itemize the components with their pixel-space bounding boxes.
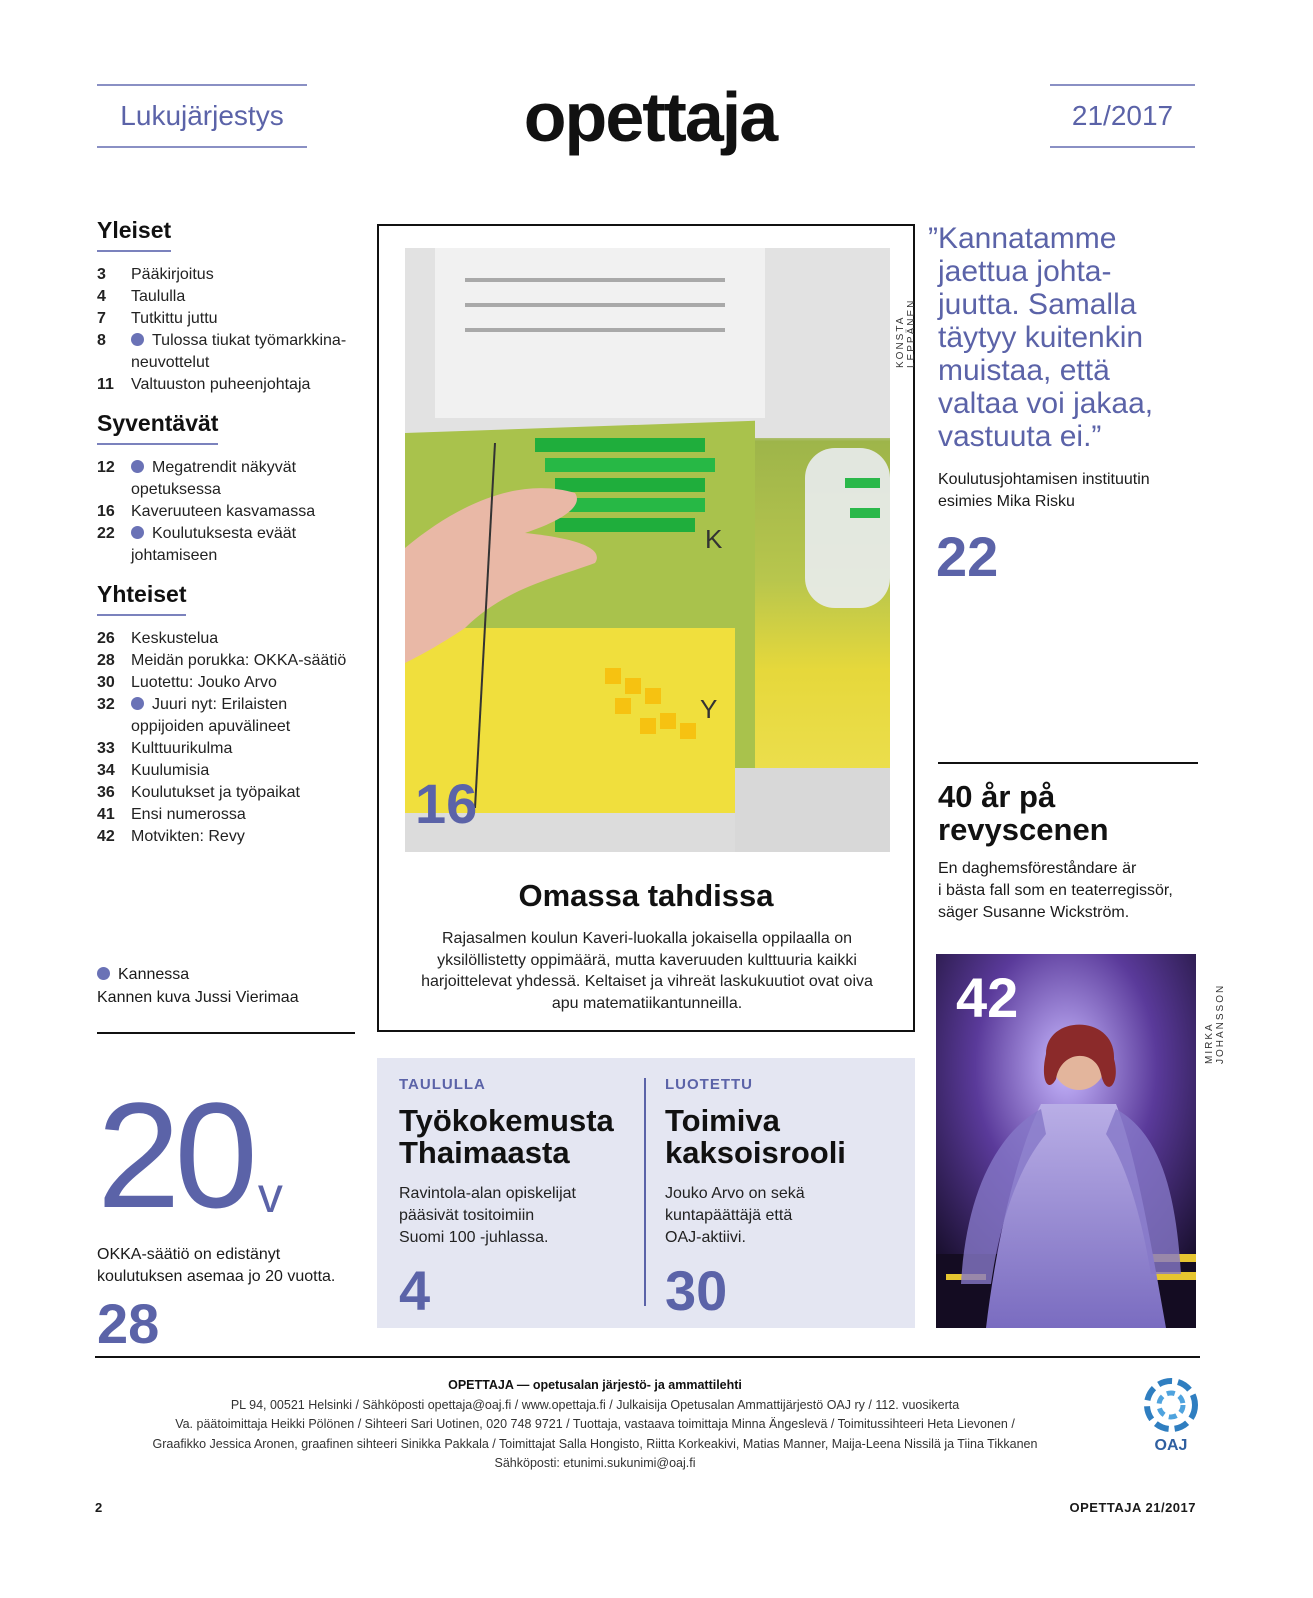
toc-page-number: 30 (97, 674, 115, 691)
revy-title-line: 40 år på (938, 779, 1056, 814)
toc-item[interactable] (97, 760, 362, 782)
toc-page-number: 3 (97, 266, 106, 283)
toc-item-text: Taululla (131, 288, 186, 305)
footer-divider (95, 1356, 1200, 1358)
toc-item-text: Tutkittu juttu (131, 310, 218, 327)
taululla-title-line: Thaimaasta (399, 1135, 570, 1170)
cover-note (97, 963, 362, 1009)
quote-attribution-line: Koulutusjohtamisen instituutin (938, 471, 1150, 488)
bullet-dot-icon (131, 460, 144, 473)
toc-item[interactable] (97, 457, 362, 501)
toc-item-text: Koulutukset ja työpaikat (131, 784, 300, 801)
toc-item-text: Pääkirjoitus (131, 266, 214, 283)
masthead-line: Va. päätoimittaja Heikki Pölönen / Sihteeri Sari Uotinen, 020 748 9721 / Tuottaja, vastaava toimittaja Minna Ängeslevä / Toimitussihteeri Heta Lievonen / (175, 1417, 1015, 1431)
toc-page-number: 42 (97, 828, 115, 845)
pull-quote-line: juutta. Samalla (938, 288, 1137, 321)
toc-item-label (131, 264, 214, 286)
toc-item-label (131, 501, 315, 523)
table-of-contents (97, 217, 362, 848)
luotettu-text-line: OAJ-aktiivi. (665, 1229, 746, 1246)
running-title: OPETTAJA 21/2017 (1069, 1500, 1196, 1515)
revy-photo-credit: MIRKA JOHANSSON (1204, 983, 1226, 1064)
taululla-kicker: TAULULLA (399, 1076, 486, 1093)
taululla-teaser[interactable] (399, 1076, 639, 1322)
toc-item-label (131, 738, 232, 760)
revy-title (938, 780, 1208, 846)
toc-list (97, 264, 362, 396)
revy-title-line: revyscenen (938, 812, 1109, 847)
toc-page-number: 33 (97, 740, 115, 757)
toc-list (97, 457, 362, 567)
toc-item-label (131, 457, 362, 501)
okka-page-number: 28 (97, 1292, 160, 1355)
bullet-dot-icon (97, 967, 110, 980)
toc-section (97, 410, 362, 567)
toc-item-label (131, 804, 246, 826)
feature-page-number: 16 (415, 772, 478, 835)
cover-photo-credit: Kannen kuva Jussi Vierimaa (97, 989, 299, 1006)
masthead-title: OPETTAJA — opetusalan järjestö- ja ammattilehti (448, 1378, 742, 1392)
pull-quote-line: jaettua johta- (938, 255, 1112, 288)
okka-teaser[interactable] (97, 1071, 362, 1355)
toc-section (97, 581, 362, 848)
taululla-text-line: pääsivät tositoimiin (399, 1207, 535, 1224)
revy-text-line: i bästa fall som en teaterregissör, (938, 882, 1173, 899)
bullet-dot-icon (131, 333, 144, 346)
taululla-page-number: 4 (399, 1259, 431, 1322)
toc-item-text: Kaveruuteen kasvamassa (131, 503, 316, 520)
toc-item-label (131, 286, 185, 308)
toc-page-number: 8 (97, 332, 106, 349)
svg-text:K: K (705, 524, 723, 554)
toc-item-label (131, 672, 277, 694)
toc-item-label (131, 523, 362, 567)
toc-page-number: 36 (97, 784, 115, 801)
masthead-line: PL 94, 00521 Helsinki / Sähköposti opettaja@oaj.fi / www.opettaja.fi / Julkaisija Opetusalan Ammattijärjestö OAJ ry / 112. vuosikerta (230, 1397, 960, 1412)
masthead-line: Sähköposti: etunimi.sukunimi@oaj.fi (494, 1456, 696, 1470)
toc-item[interactable] (97, 694, 362, 738)
toc-item-label (131, 826, 245, 848)
toc-item-label (131, 650, 346, 672)
okka-big-number: 20 (97, 1071, 252, 1239)
luotettu-teaser[interactable] (665, 1076, 905, 1322)
quote-page-number: 22 (936, 525, 999, 588)
toc-list (97, 628, 362, 848)
feature-photo (405, 248, 890, 852)
toc-page-number: 12 (97, 459, 115, 476)
toc-item-label (131, 374, 310, 396)
svg-text:Y: Y (700, 694, 718, 724)
quote-teaser[interactable] (928, 222, 1208, 588)
quote-attribution-line: esimies Mika Risku (938, 493, 1075, 510)
toc-item[interactable] (97, 782, 362, 804)
okka-unit: v (257, 1167, 283, 1223)
toc-item-text: Kulttuurikulma (131, 740, 233, 757)
toc-item[interactable] (97, 286, 362, 308)
toc-section-title: Yleiset (97, 217, 171, 252)
feature-text: Rajasalmen koulun Kaveri-luokalla jokaisella oppilaalla on yksilöllistetty oppimäärä, mutta kaveruuden kulttuuria kaikki harjoittelevat yhdessä. Keltaiset ja vihreät laskukuutiot ovat oiva apu matematiikantunneilla. (421, 930, 873, 1012)
toc-item-label (131, 694, 362, 738)
page-number: 2 (95, 1500, 103, 1515)
okka-text-line: OKKA-säätiö on edistänyt (97, 1246, 281, 1263)
toc-item[interactable] (97, 264, 362, 286)
bullet-dot-icon (131, 697, 144, 710)
teaser-box (377, 1058, 915, 1328)
toc-item-label (131, 760, 209, 782)
bullet-dot-icon (131, 526, 144, 539)
pull-quote-line: muistaa, että (938, 354, 1110, 387)
pull-quote-line: täytyy kuitenkin (938, 321, 1144, 354)
divider (938, 762, 1198, 764)
okka-text (97, 1244, 362, 1288)
taululla-text-line: Suomi 100 -juhlassa. (399, 1229, 549, 1246)
pull-quote-line: ”Kannatamme (928, 222, 1117, 255)
pull-quote-line: valtaa voi jakaa, (938, 387, 1154, 420)
section-label-box (97, 84, 307, 148)
toc-section-title: Syventävät (97, 410, 218, 445)
revy-page-number: 42 (956, 966, 1019, 1029)
luotettu-kicker: LUOTETTU (665, 1076, 753, 1093)
feature-title: Omassa tahdissa (518, 878, 774, 913)
toc-item-text: Kuulumisia (131, 762, 210, 779)
toc-page-number: 41 (97, 806, 115, 823)
toc-item[interactable] (97, 628, 362, 650)
toc-item-text: Koulutuksesta eväät johtamiseen (131, 525, 297, 564)
vertical-divider (644, 1078, 646, 1306)
toc-item[interactable] (97, 826, 362, 848)
divider (97, 1032, 355, 1034)
cover-label: Kannessa (118, 966, 190, 983)
magazine-logo: opettaja (523, 78, 777, 156)
oaj-logo-text: OAJ (1154, 1437, 1188, 1454)
toc-page-number: 32 (97, 696, 115, 713)
revy-photo (936, 954, 1196, 1328)
revy-text-line: En daghemsföreståndare är (938, 860, 1137, 877)
oaj-logo (1142, 1378, 1200, 1455)
issue-number: 21/2017 (1071, 100, 1174, 131)
revy-text-line: säger Susanne Wickström. (938, 904, 1130, 921)
toc-item-label (131, 308, 218, 330)
taululla-title-line: Työkokemusta (399, 1103, 614, 1138)
masthead (95, 1376, 1095, 1474)
toc-item[interactable] (97, 523, 362, 567)
okka-text-line: koulutuksen asemaa jo 20 vuotta. (97, 1268, 336, 1285)
toc-page-number: 34 (97, 762, 115, 779)
luotettu-text-line: Jouko Arvo on sekä (665, 1185, 805, 1202)
toc-item-text: Megatrendit näkyvät opetuksessa (131, 459, 297, 498)
masthead-line: Graafikko Jessica Aronen, graafinen sihteeri Sinikka Pakkala / Toimittajat Salla Hongisto, Riitta Korkeakivi, Matias Manner, Maija-Leena Nissilä ja Tiina Tikkanen (152, 1436, 1038, 1451)
toc-page-number: 28 (97, 652, 115, 669)
toc-item[interactable] (97, 374, 362, 396)
pull-quote (928, 222, 1208, 453)
toc-item[interactable] (97, 330, 362, 374)
toc-page-number: 16 (97, 503, 115, 520)
issue-label-box (1050, 84, 1195, 148)
toc-page-number: 11 (97, 376, 114, 393)
toc-item-text: Juuri nyt: Erilaisten oppijoiden apuvälineet (131, 696, 291, 735)
toc-section (97, 217, 362, 396)
toc-item-text: Keskustelua (131, 630, 219, 647)
taululla-text-line: Ravintola-alan opiskelijat (399, 1185, 576, 1202)
toc-item-text: Meidän porukka: OKKA-säätiö (131, 652, 347, 669)
toc-section-title: Yhteiset (97, 581, 186, 616)
toc-page-number: 22 (97, 525, 115, 542)
toc-item-label (131, 330, 362, 374)
toc-item[interactable] (97, 672, 362, 694)
luotettu-text-line: kuntapäättäjä että (665, 1207, 793, 1224)
toc-item[interactable] (97, 308, 362, 330)
toc-item-text: Ensi numerossa (131, 806, 246, 823)
toc-item[interactable] (97, 501, 362, 523)
feature-photo-credit: KONSTA LEPPÄNEN (895, 298, 917, 368)
taululla-text (399, 1183, 639, 1249)
toc-item[interactable] (97, 804, 362, 826)
luotettu-title-line: kaksoisrooli (665, 1135, 846, 1170)
luotettu-title-line: Toimiva (665, 1103, 780, 1138)
toc-page-number: 4 (97, 288, 106, 305)
toc-item-label (131, 628, 218, 650)
toc-item-text: Luotettu: Jouko Arvo (131, 674, 277, 691)
taululla-title (399, 1105, 639, 1169)
toc-item[interactable] (97, 738, 362, 760)
section-label: Lukujärjestys (120, 100, 284, 131)
toc-item-text: Motvikten: Revy (131, 828, 245, 845)
toc-item[interactable] (97, 650, 362, 672)
oaj-logo-icon (1144, 1378, 1198, 1432)
toc-item-text: Valtuuston puheenjohtaja (131, 376, 311, 393)
quote-attribution (928, 469, 1208, 513)
luotettu-title (665, 1105, 905, 1169)
luotettu-page-number: 30 (665, 1259, 728, 1322)
toc-page-number: 26 (97, 630, 115, 647)
revy-text (938, 858, 1208, 924)
revy-teaser[interactable] (938, 780, 1208, 924)
toc-item-text: Tulossa tiukat työmarkkina-neuvottelut (131, 332, 347, 371)
luotettu-text (665, 1183, 905, 1249)
classroom-math-cubes-photo (405, 248, 890, 852)
toc-item-label (131, 782, 300, 804)
feature-article[interactable] (377, 224, 915, 1032)
toc-page-number: 7 (97, 310, 106, 327)
pull-quote-line: vastuuta ei.” (938, 420, 1102, 453)
